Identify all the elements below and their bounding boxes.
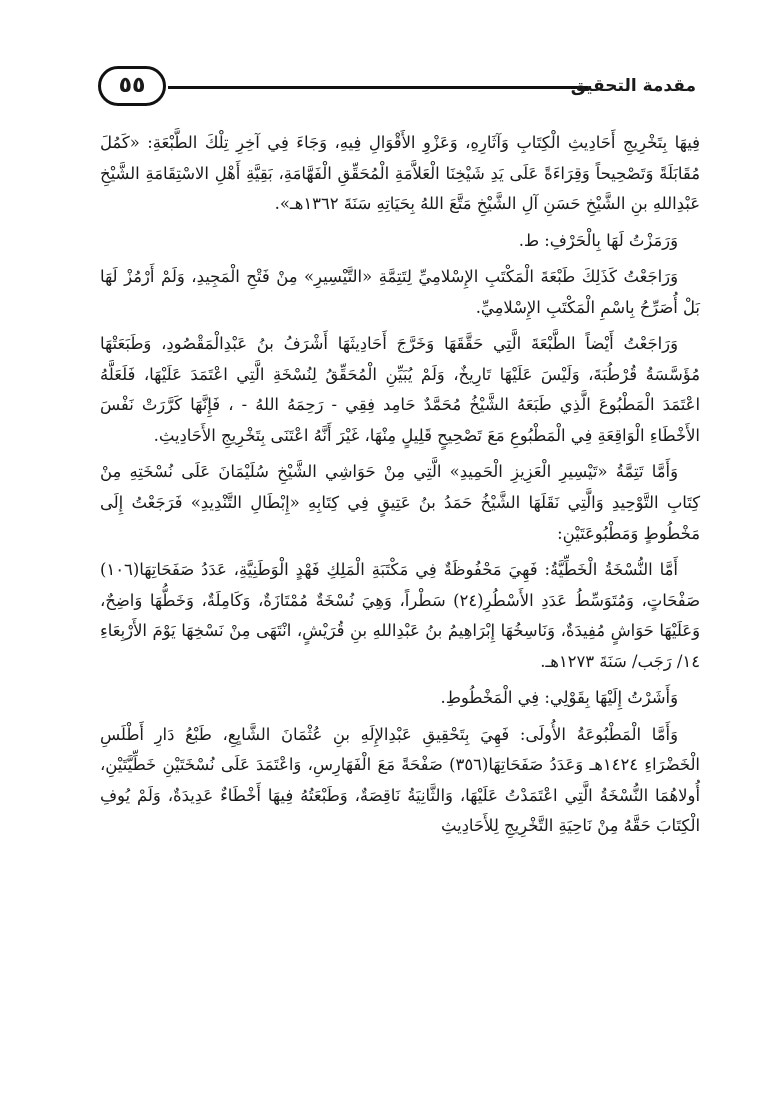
paragraph-qurtuba-edition: وَرَاجَعْتُ أَيْضاً الطَّبْعَةَ الَّتِي حَقَّقَهَا وَخَرَّجَ أَحَادِيثَهَا أَشْرَفُ بنُ عَبْدِالْمَقْصُودِ، وَطَبَعَتْهَا مُؤَسَّسَةُ قُرْطُبَةَ، وَلَيْسَ عَلَيْهَا تَارِيخٌ، وَلَمْ يُبَيِّنِ الْمُحَقِّقُ لِنُسْخَةِ الَّتِي اعْتَمَدَ عَلَيْهَا، فَلَعَلَّهُ اعْتَمَدَ الْمَطْبُوعَ الَّذِي طَبَعَهُ الشَّيْخُ مُحَمَّدٌ حَامِد فِقِي - رَحِمَهُ اللهُ - ، فَإِنَّهَا كَرَّرَتْ نَفْسَ الأَخْطَاءِ الْوَاقِعَةِ فِي الْمَطْبُوعِ مَعَ تَصْحِيحٍ قَلِيلٍ مِنْهَا، غَيْرَ أَنَّهُ اعْتَنَى بِتَخْرِيجِ الأَحَادِيثِ. (100, 334, 700, 445)
running-header-title: مقدمة التحقيق (570, 76, 696, 96)
body-text (100, 128, 700, 848)
paragraph-symbol-note: وَرَمَزْتُ لَهَا بِالْحَرْفِ: ط. (518, 230, 678, 250)
paragraph-manuscript-reference: وَأَشَرْتُ إِلَيْهَا بِقَوْلِي: فِي الْمَخْطُوطِ. (440, 688, 678, 708)
running-header (98, 66, 696, 110)
paragraph-continuation: فِيهَا بِتَخْرِيجِ أَحَادِيثِ الْكِتَابِ وَآثَارِهِ، وَعَزْوِ الأَقْوَالِ فِيهِ، وَجَاءَ فِي آخِرِ تِلْكَ الطَّبْعَةِ: «كَمُلَ مُقَابَلَةً وَتَصْحِيحاً وَقِرَاءَةً عَلَى يَدِ شَيْخِنَا الْعَلاَّمَةِ الْمُحَقِّقِ الْفَهَّامَةِ، بَقِيَّةِ أَهْلِ الاسْتِقَامَةِ الشَّيْخِ عَبْدِاللهِ بنِ الشَّيْخِ حَسَنِ آلِ الشَّيْخِ مَتَّعَ اللهُ بِحَيَاتِهِ سَنَةَ ١٣٦٢هـ». (100, 133, 700, 214)
paragraph-first-printed-edition: وَأَمَّا الْمَطْبُوعَةُ الأُولَى: فَهِيَ بِتَحْقِيقِ عَبْدِالإِلَهِ بنِ عُثْمَانَ الشَّايِعِ، طَبْعُ دَارِ أَطْلَسِ الْخَضْرَاءِ ١٤٢٤هـ وَعَدَدُ صَفَحَاتِهَا(٣٥٦) صَفْحَةً مَعَ الْفَهَارِسِ، وَاعْتَمَدَ عَلَى نُسْخَتَيْنِ خَطِّيَّتَيْنِ، أُولاهُمَا النُّسْخَةُ الَّتِي اعْتَمَدْتُ عَلَيْهَا، وَالثَّانِيَةُ نَاقِصَةٌ، وَطَبْعَتُهُ فِيهَا أَخْطَاءٌ عَدِيدَةٌ، وَلَمْ يُوفِ الْكِتَابَ حَقَّهُ مِنْ نَاحِيَةِ التَّخْرِيجِ لِلأَحَادِيثِ (100, 724, 700, 836)
paragraph-manuscript-description: أَمَّا النُّسْخَةُ الْخَطِّيَّةُ: فَهِيَ مَحْفُوظَةٌ فِي مَكْتَبَةِ الْمَلِكِ فَهْدٍ الْوَطَنِيَّةِ، عَدَدُ صَفَحَاتِهَا(١٠٦) صَفْحَاتٍ، وَمُتَوَسِّطُ عَدَدِ الأَسْطُرِ(٢٤) سَطْراً، وَهِيَ نُسْخَةٌ مُمْتَازَةٌ، وَكَامِلَةٌ، وَخَطُّهَا وَاضِحٌ، وَعَلَيْهَا حَوَاشٍ مُفِيدَةٌ، وَنَاسِخُهَا إِبْرَاهِيمُ بنُ عَبْدِاللهِ بنِ قُرَيْشٍ، انْتَهَى مِنْ نَسْخِهَا يَوْمَ الأَرْبِعَاءِ ١٤/ رَجَب/ سَنَةَ ١٢٧٣هـ. (100, 560, 700, 671)
paragraph-islamic-office-edition: وَرَاجَعْتُ كَذَلِكَ طَبْعَةَ الْمَكْتَبِ الإِسْلامِيِّ لِتَتِمَّةِ «التَّيْسِيرِ» مِنْ فَتْحِ الْمَجِيدِ، وَلَمْ أَرْمُزْ لَهَا بَلْ أُصَرِّحُ بِاسْمِ الْمَكْتَبِ الإِسْلامِيِّ. (100, 267, 700, 317)
paragraph-tatimma-sources: وَأَمَّا تَتِمَّةُ «تَيْسِيرِ الْعَزِيزِ الْحَمِيدِ» الَّتِي مِنْ حَوَاشِي الشَّيْخِ سُلَيْمَانَ عَلَى نُسْخَتِهِ مِنْ كِتَابِ التَّوْحِيدِ وَالَّتِي نَقَلَهَا الشَّيْخُ حَمَدُ بنُ عَتِيقٍ فِي كِتَابِهِ «إِبْطَالِ التَّنْدِيدِ» فَرَجَعْتُ إِلَى مَخْطُوطٍ وَمَطْبُوعَتَيْنِ: (100, 462, 700, 543)
page-number-badge: ٥٥ (98, 66, 166, 106)
header-rule (168, 86, 588, 89)
